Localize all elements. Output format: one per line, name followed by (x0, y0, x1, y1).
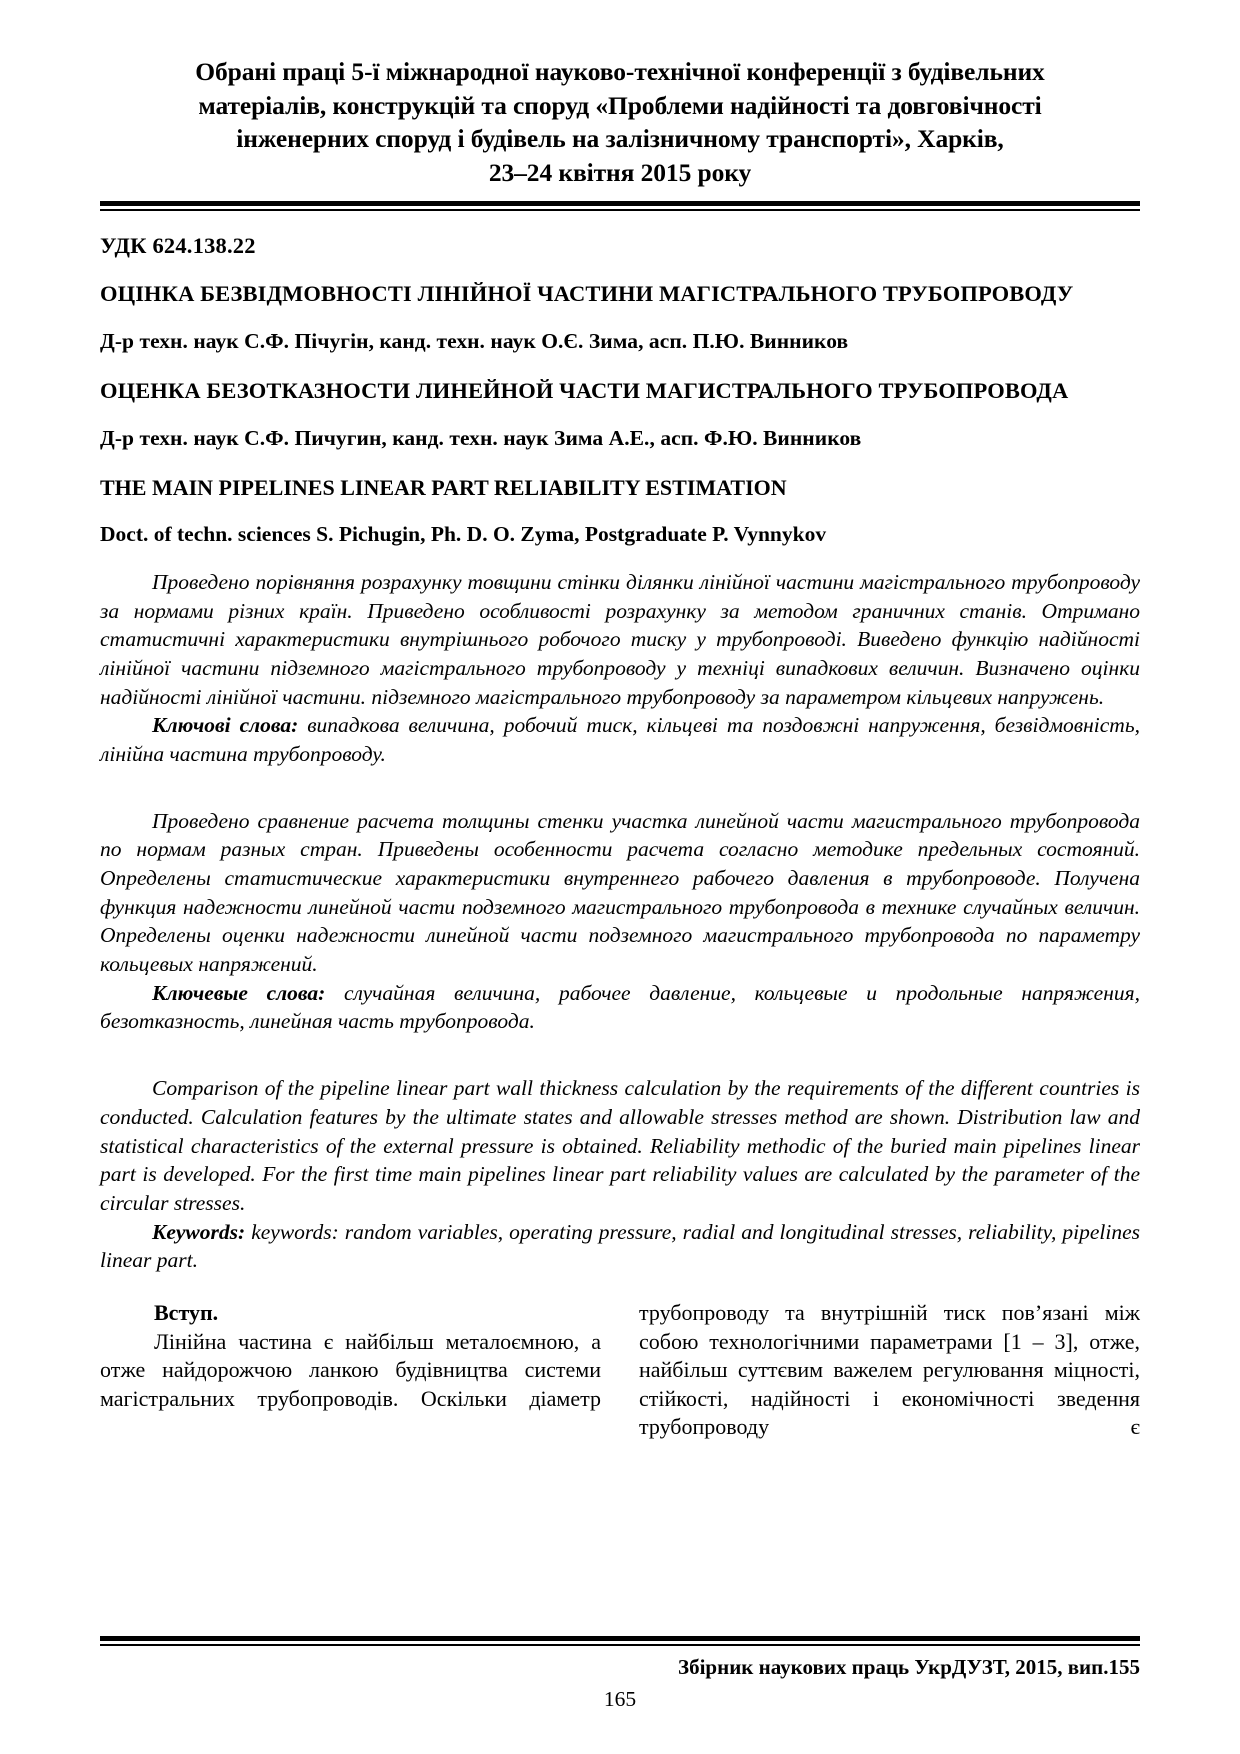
abstract-ukrainian: Проведено порівняння розрахунку товщини стінки ділянки лінійної частини магістрального трубопроводу за нормами різних країн. Приведено особливості розрахунку за методом граничних станів. Отримано статистичні характеристики внутрішнього робочого тиску у трубопроводі. Виведено функцію надійності лінійної частини підземного магістрального трубопроводу у техніці випадкових величин. Визначено оцінки надійності лінійної частини. підземного магістрального трубопроводу за параметром кільцевих напружень. (100, 569, 1140, 709)
footer-source: Збірник наукових праць УкрДУЗТ, 2015, вип.155 (678, 1655, 1140, 1679)
body-paragraph-right: трубопроводу та внутрішній тиск пов’язані між собою технологічними параметрами [1 – 3], отже, найбільш суттєвим важелем регулювання міцності, стійкості, надійності і економічності зведення трубопроводу є (639, 1299, 1140, 1440)
section-heading-intro: Вступ. (154, 1299, 219, 1325)
spacer-after-ukrainian-abstract (100, 769, 1140, 788)
running-head-line-1: Обрані праці 5-ї міжнародної науково-технічної конференції з будівельних (195, 57, 1045, 86)
authors-english: Doct. of techn. sciences S. Pichugin, Ph. D. O. Zyma, Postgraduate P. Vynnykov (100, 521, 827, 546)
running-head-line-4: 23–24 квітня 2015 року (488, 157, 752, 187)
keywords-russian (100, 979, 1140, 1036)
page-content (100, 55, 1140, 1442)
authors-russian: Д-р техн. наук С.Ф. Пичугин, канд. техн. наук Зима А.Е., асп. Ф.Ю. Винников (100, 426, 862, 451)
abstract-english-block (100, 1074, 1140, 1275)
body-column-left (100, 1299, 601, 1442)
keywords-ukrainian-label: Ключові слова: (152, 713, 299, 738)
running-head (108, 55, 1132, 190)
running-head-line-3: інженерних споруд і будівель на залізничному транспорті», Харків, (236, 124, 1004, 154)
page-number: 165 (603, 1687, 637, 1711)
body-column-right (639, 1299, 1140, 1442)
keywords-russian-label: Ключевые слова: (152, 980, 326, 1005)
abstract-ukrainian-block (100, 568, 1140, 769)
abstract-english: Comparison of the pipeline linear part wall thickness calculation by the requirements of the different countries is conducted. Calculation features by the ultimate states and allowable stresses method are shown. Distribution law and statistical characteristics of the external pressure is obtained. Reliability methodic of the buried main pipelines linear part is developed. For the first time main pipelines linear part reliability values are calculated by the parameter of the circular stresses. (100, 1076, 1140, 1215)
keywords-ukrainian (100, 711, 1140, 768)
footer-divider (100, 1636, 1140, 1646)
header-divider-thin (100, 209, 1140, 211)
udc-code: УДК 624.138.22 (100, 232, 256, 258)
keywords-english-text: keywords: random variables, operating pressure, radial and longitudinal stresses, reliability, pipelines linear part. (100, 1219, 1140, 1273)
keywords-english-label: Keywords: (152, 1219, 246, 1244)
keywords-ukrainian-text: випадкова величина, робочий тиск, кільцеві та поздовжні напруження, безвідмовність, лінійна частина трубопроводу. (100, 713, 1140, 766)
keywords-english (100, 1218, 1140, 1275)
abstract-russian: Проведено сравнение расчета толщины стенки участка линейной части магистрального трубопровода по нормам разных стран. Приведены особенности расчета согласно методике предельных состояний. Определены статистические характеристики внутреннего рабочего давления в трубопроводе. Получена функция надежности линейной части подземного магистрального трубопровода в технике случайных величин. Определены оценки надежности линейной части подземного магистрального трубопровода по параметру кольцевых напряжений. (100, 808, 1140, 977)
header-divider (100, 201, 1140, 211)
title-ukrainian: ОЦІНКА БЕЗВІДМОВНОСТІ ЛІНІЙНОЇ ЧАСТИНИ МАГІСТРАЛЬНОГО ТРУБОПРОВОДУ (100, 280, 1074, 306)
footer-divider-thin (100, 1644, 1140, 1646)
running-head-line-2: матеріалів, конструкцій та споруд «Проблеми надійності та довговічності (198, 90, 1042, 120)
keywords-russian-text: случайная величина, рабочее давление, кольцевые и продольные напряжения, безотказность, линейная часть трубопровода. (100, 980, 1140, 1034)
abstract-russian-block (100, 807, 1140, 1037)
authors-ukrainian: Д-р техн. наук С.Ф. Пічугін, канд. техн. наук О.Є. Зима, асп. П.Ю. Винников (100, 328, 849, 353)
spacer-after-russian-abstract (100, 1036, 1140, 1055)
body-paragraph-left: Лінійна частина є найбільш металоємною, а отже найдорожчою ланкою будівництва системи магістральних трубопроводів. Оскільки діаметр (100, 1328, 601, 1411)
body-two-column (100, 1299, 1140, 1442)
title-english: THE MAIN PIPELINES LINEAR PART RELIABILITY ESTIMATION (100, 475, 787, 501)
title-russian: ОЦЕНКА БЕЗОТКАЗНОСТИ ЛИНЕЙНОЙ ЧАСТИ МАГИСТРАЛЬНОГО ТРУБОПРОВОДА (100, 377, 1069, 403)
